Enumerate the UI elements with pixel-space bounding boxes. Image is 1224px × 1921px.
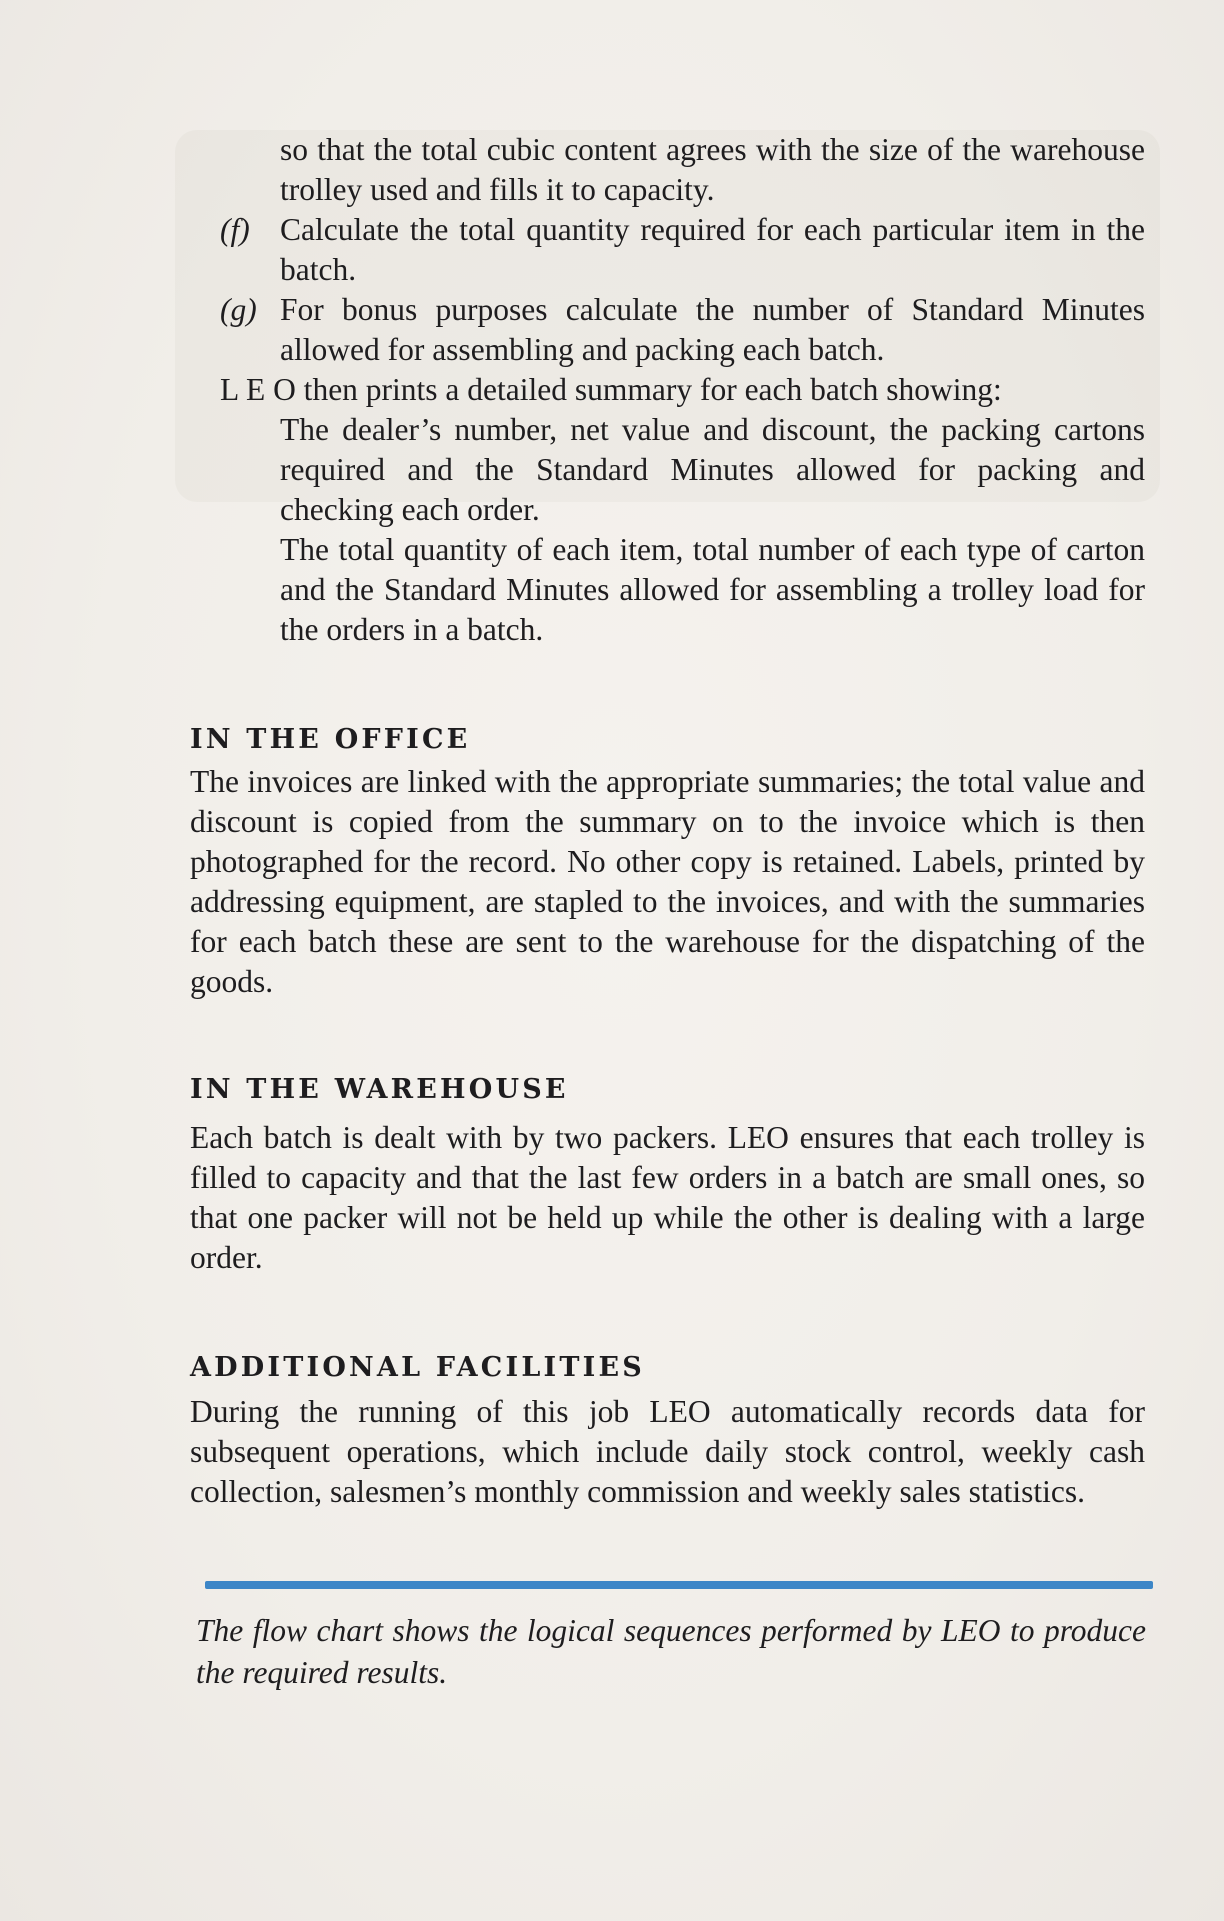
section-heading-office: IN THE OFFICE [190, 724, 471, 755]
additional-body: During the running of this job LEO automatically records data for subsequent operations, which include daily stock control, weekly cash collection, salesmen’s monthly commission and weekly sales statistics. [190, 1394, 1145, 1509]
warehouse-body: Each batch is dealt with by two packers. LEO ensures that each trolley is filled to capacity and that the last few orders in a batch are small ones, so that one packer will not be held up while the other is dealing with a large order. [190, 1120, 1145, 1275]
office-body: The invoices are linked with the appropriate summaries; the total value and discount is copied from the summary on to the invoice which is then photographed for the record. No other copy is retained. Labels, printed by addressing equipment, are stapled to the invoices, and with the summaries for each batch these are sent to the warehouse for the dispatching of the goods. [190, 764, 1145, 999]
continuation-text: so that the total cubic content agrees with the size of the warehouse trolley used and fills it to capacity. [280, 132, 1145, 207]
summary-detail-2: The total quantity of each item, total number of each type of carton and the Standard Minutes allowed for assembling a trolley load for the orders in a batch. [280, 532, 1145, 647]
summary-detail-1: The dealer’s number, net value and discount, the packing cartons required and the Standard Minutes allowed for packing and checking each order. [280, 412, 1145, 527]
list-item-text: Calculate the total quantity required for each particular item in the batch. [280, 212, 1145, 287]
flow-chart-caption: The flow chart shows the logical sequences performed by LEO to produce the required results. [196, 1613, 1146, 1690]
section-heading-warehouse: IN THE WAREHOUSE [190, 1074, 569, 1105]
blue-divider-rule [205, 1581, 1153, 1589]
leo-summary-intro: L E O then prints a detailed summary for each batch showing: [220, 372, 1002, 407]
list-item-f [190, 210, 1145, 290]
document-body [190, 130, 1145, 1512]
list-item-g [190, 290, 1145, 370]
section-heading-additional: ADDITIONAL FACILITIES [190, 1352, 645, 1383]
list-marker: (g) [220, 292, 257, 327]
list-item-text: For bonus purposes calculate the number of Standard Minutes allowed for assembling and packing each batch. [280, 292, 1145, 367]
list-marker: (f) [220, 212, 250, 247]
